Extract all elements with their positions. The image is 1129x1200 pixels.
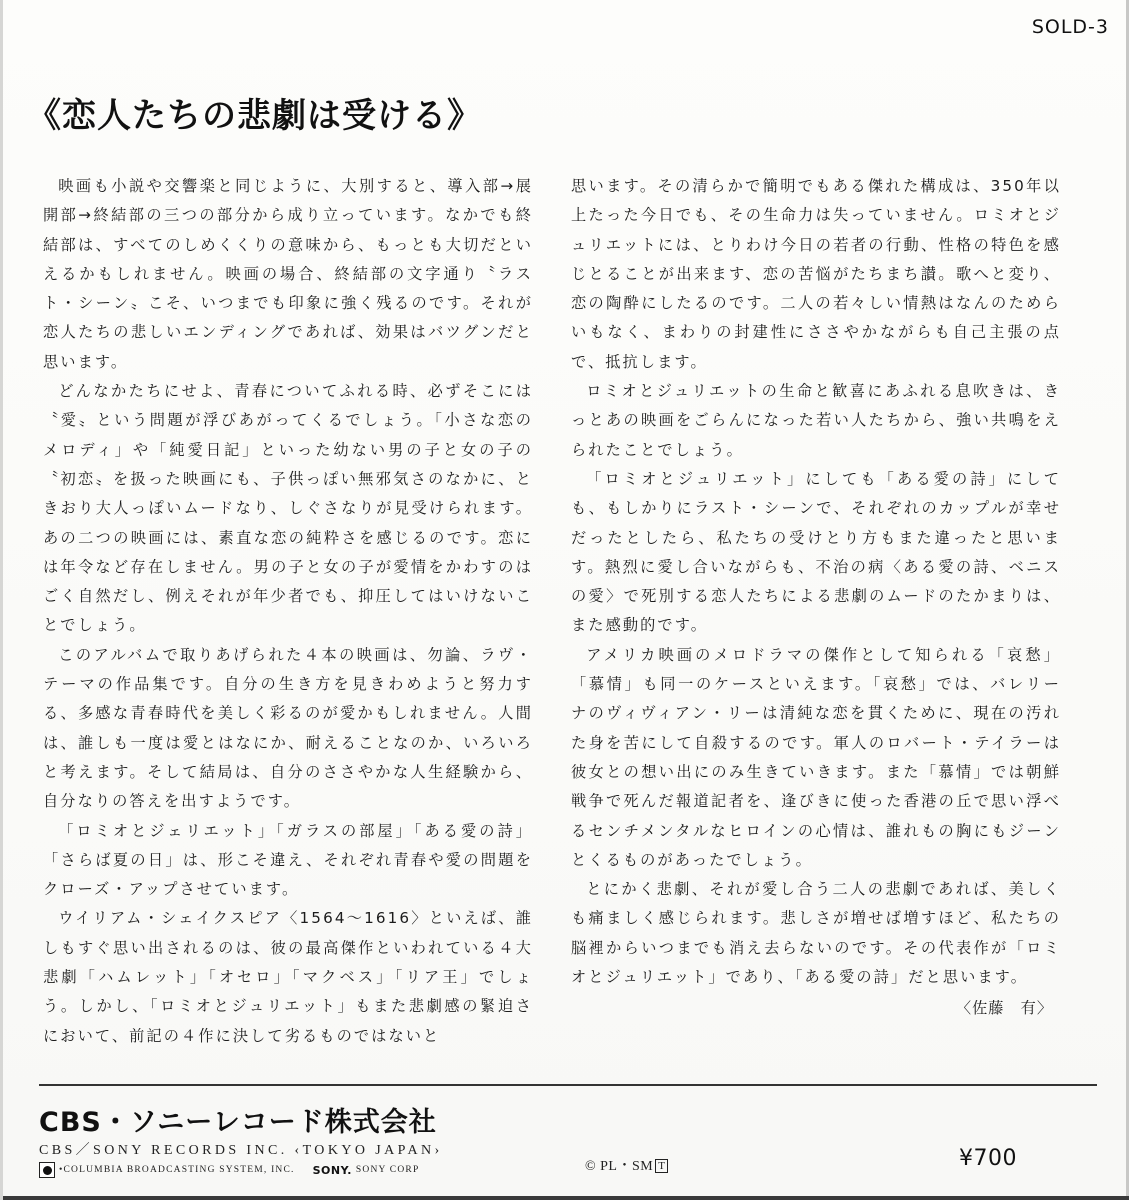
trademark-credits (39, 1162, 419, 1178)
paragraph: とにかく悲劇、それが愛し合う二人の悲劇であれば、美しくも痛ましく感じられます。悲しさが増せば増すほど、私たちの脳裡からいつまでも消え去らないのです。その代表作が「ロミオとジュリエット」であり、「ある愛の詩」だと思います。 (571, 880, 1061, 987)
footer-divider (39, 1084, 1097, 1086)
article-title: 《恋人たちの悲劇は受ける》 (27, 96, 482, 136)
paragraph: このアルバムで取りあげられた４本の映画は、勿論、ラヴ・テーマの作品集です。自分の生き方を見きわめようと努力する、多感な青春時代を美しく彩るのが愛かもしれません。人間は、誰しも一度は愛とはなにか、耐えることなのか、いろいろと考えます。そして結局は、自分のささやかな人生経験から、自分なりの答えを出すようです。 (43, 645, 533, 811)
paragraph: 思います。その清らかで簡明でもある傑れた構成は、350年以上たった今日でも、その生命力は失っていません。ロミオとジュリエットには、とりわけ今日の若者の行動、性格の特色を感じとることが出来ます、恋の苦悩がたちまち讃。歌へと変り、恋の陶酔にしたるのです。二人の若々しい情熱はなんのためらいもなく、まわりの封建性にささやかながらも自己主張の点で、抵抗します。 (571, 177, 1061, 371)
catalog-number: SOLD-3 (1031, 16, 1109, 38)
cbs-eye-logo-icon (39, 1162, 55, 1178)
price-label: ¥700 (959, 1146, 1017, 1171)
sony-credit: SONY CORP (355, 1165, 420, 1175)
company-name-english: CBS／SONY RECORDS INC. ‹TOKYO JAPAN› (39, 1143, 443, 1158)
sleeve-bottom-edge (3, 1196, 1129, 1200)
copyright-notice (585, 1155, 668, 1175)
paragraph: どんなかたちにせよ、青春についてふれる時、必ずそこには〝愛〟という問題が浮びあがってくるでしょう。「小さな恋のメロディ」や「純愛日記」といった幼ない男の子と女の子の〝初恋〟を扱った映画にも、子供っぽい無邪気さのなかに、ときおり大人っぽいムードなり、しぐさなりが見受けられます。あの二つの映画には、素直な恋の純粋さを感じるのです。恋には年令など存在しません。男の子と女の子が愛情をかわすのはごく自然だし、例えそれが年少者でも、抑圧してはいけないことでしょう。 (43, 382, 533, 635)
sony-logo: SONY. (312, 1163, 352, 1177)
article-column-left (43, 172, 533, 1051)
cbs-credit: •COLUMBIA BROADCASTING SYSTEM, INC. (59, 1165, 295, 1175)
company-name-japanese: CBS・ソニーレコード株式会社 (39, 1107, 437, 1138)
paragraph: ロミオとジュリエットの生命と歓喜にあふれる息吹きは、きっとあの映画をごらんになった若い人たちから、強い共鳴をえられたことでしょう。 (571, 382, 1061, 459)
paragraph: 映画も小説や交響楽と同じように、大別すると、導入部→展開部→終結部の三つの部分から成り立っています。なかでも終結部は、すべてのしめくくりの意味から、もっとも大切だといえるかもしれません。映画の場合、終結部の文字通り〝ラスト・シーン〟こそ、いつまでも印象に強く残るのです。それが恋人たちの悲しいエンディングであれば、効果はバツグンだと思います。 (43, 177, 533, 371)
paragraph: ウイリアム・シェイクスピア〈1564〜1616〉といえば、誰しもすぐ思い出されるのは、彼の最高傑作といわれている４大悲劇「ハムレット」「オセロ」「マクベス」「リア王」でしょう。しかし、「ロミオとジュリエット」もまた悲劇感の緊迫さにおいて、前記の４作に決して劣るものではないと (43, 909, 533, 1045)
paragraph: アメリカ映画のメロドラマの傑作として知られる「哀愁」「慕情」も同一のケースといえます。「哀愁」では、バレリーナのヴィヴィアン・リーは清純な恋を貫くために、現在の汚れた身を苦にして自殺するのです。軍人のロバート・テイラーは彼女との想い出にのみ生きていきます。また「慕情」では朝鮮戦争で死んだ報道記者を、逢びきに使った香港の丘で思い浮べるセンチメンタルなヒロインの心情は、誰れもの胸にもジーンとくるものがあったでしょう。 (571, 645, 1061, 869)
paragraph: 「ロミオとジェリエット」「ガラスの部屋」「ある愛の詩」「さらば夏の日」は、形こそ違え、それぞれ青春や愛の問題をクローズ・アップさせています。 (43, 821, 533, 899)
article-column-right (571, 172, 1061, 1024)
paragraph: 「ロミオとジュリエット」にしても「ある愛の詩」にしても、もしかりにラスト・シーンで、それぞれのカップルが幸せだったとしたら、私たちの受けとり方もまた違ったと思います。熱烈に愛し合いながらも、不治の病〈ある愛の詩、ベニスの愛〉で死別する恋人たちによる悲劇のムードのたかまりは、また感動的です。 (571, 469, 1061, 635)
author-signature: 〈佐藤 有〉 (955, 999, 1053, 1018)
copyright-text: © PL・SM (585, 1159, 654, 1174)
boxed-t-mark-icon: T (655, 1159, 668, 1173)
